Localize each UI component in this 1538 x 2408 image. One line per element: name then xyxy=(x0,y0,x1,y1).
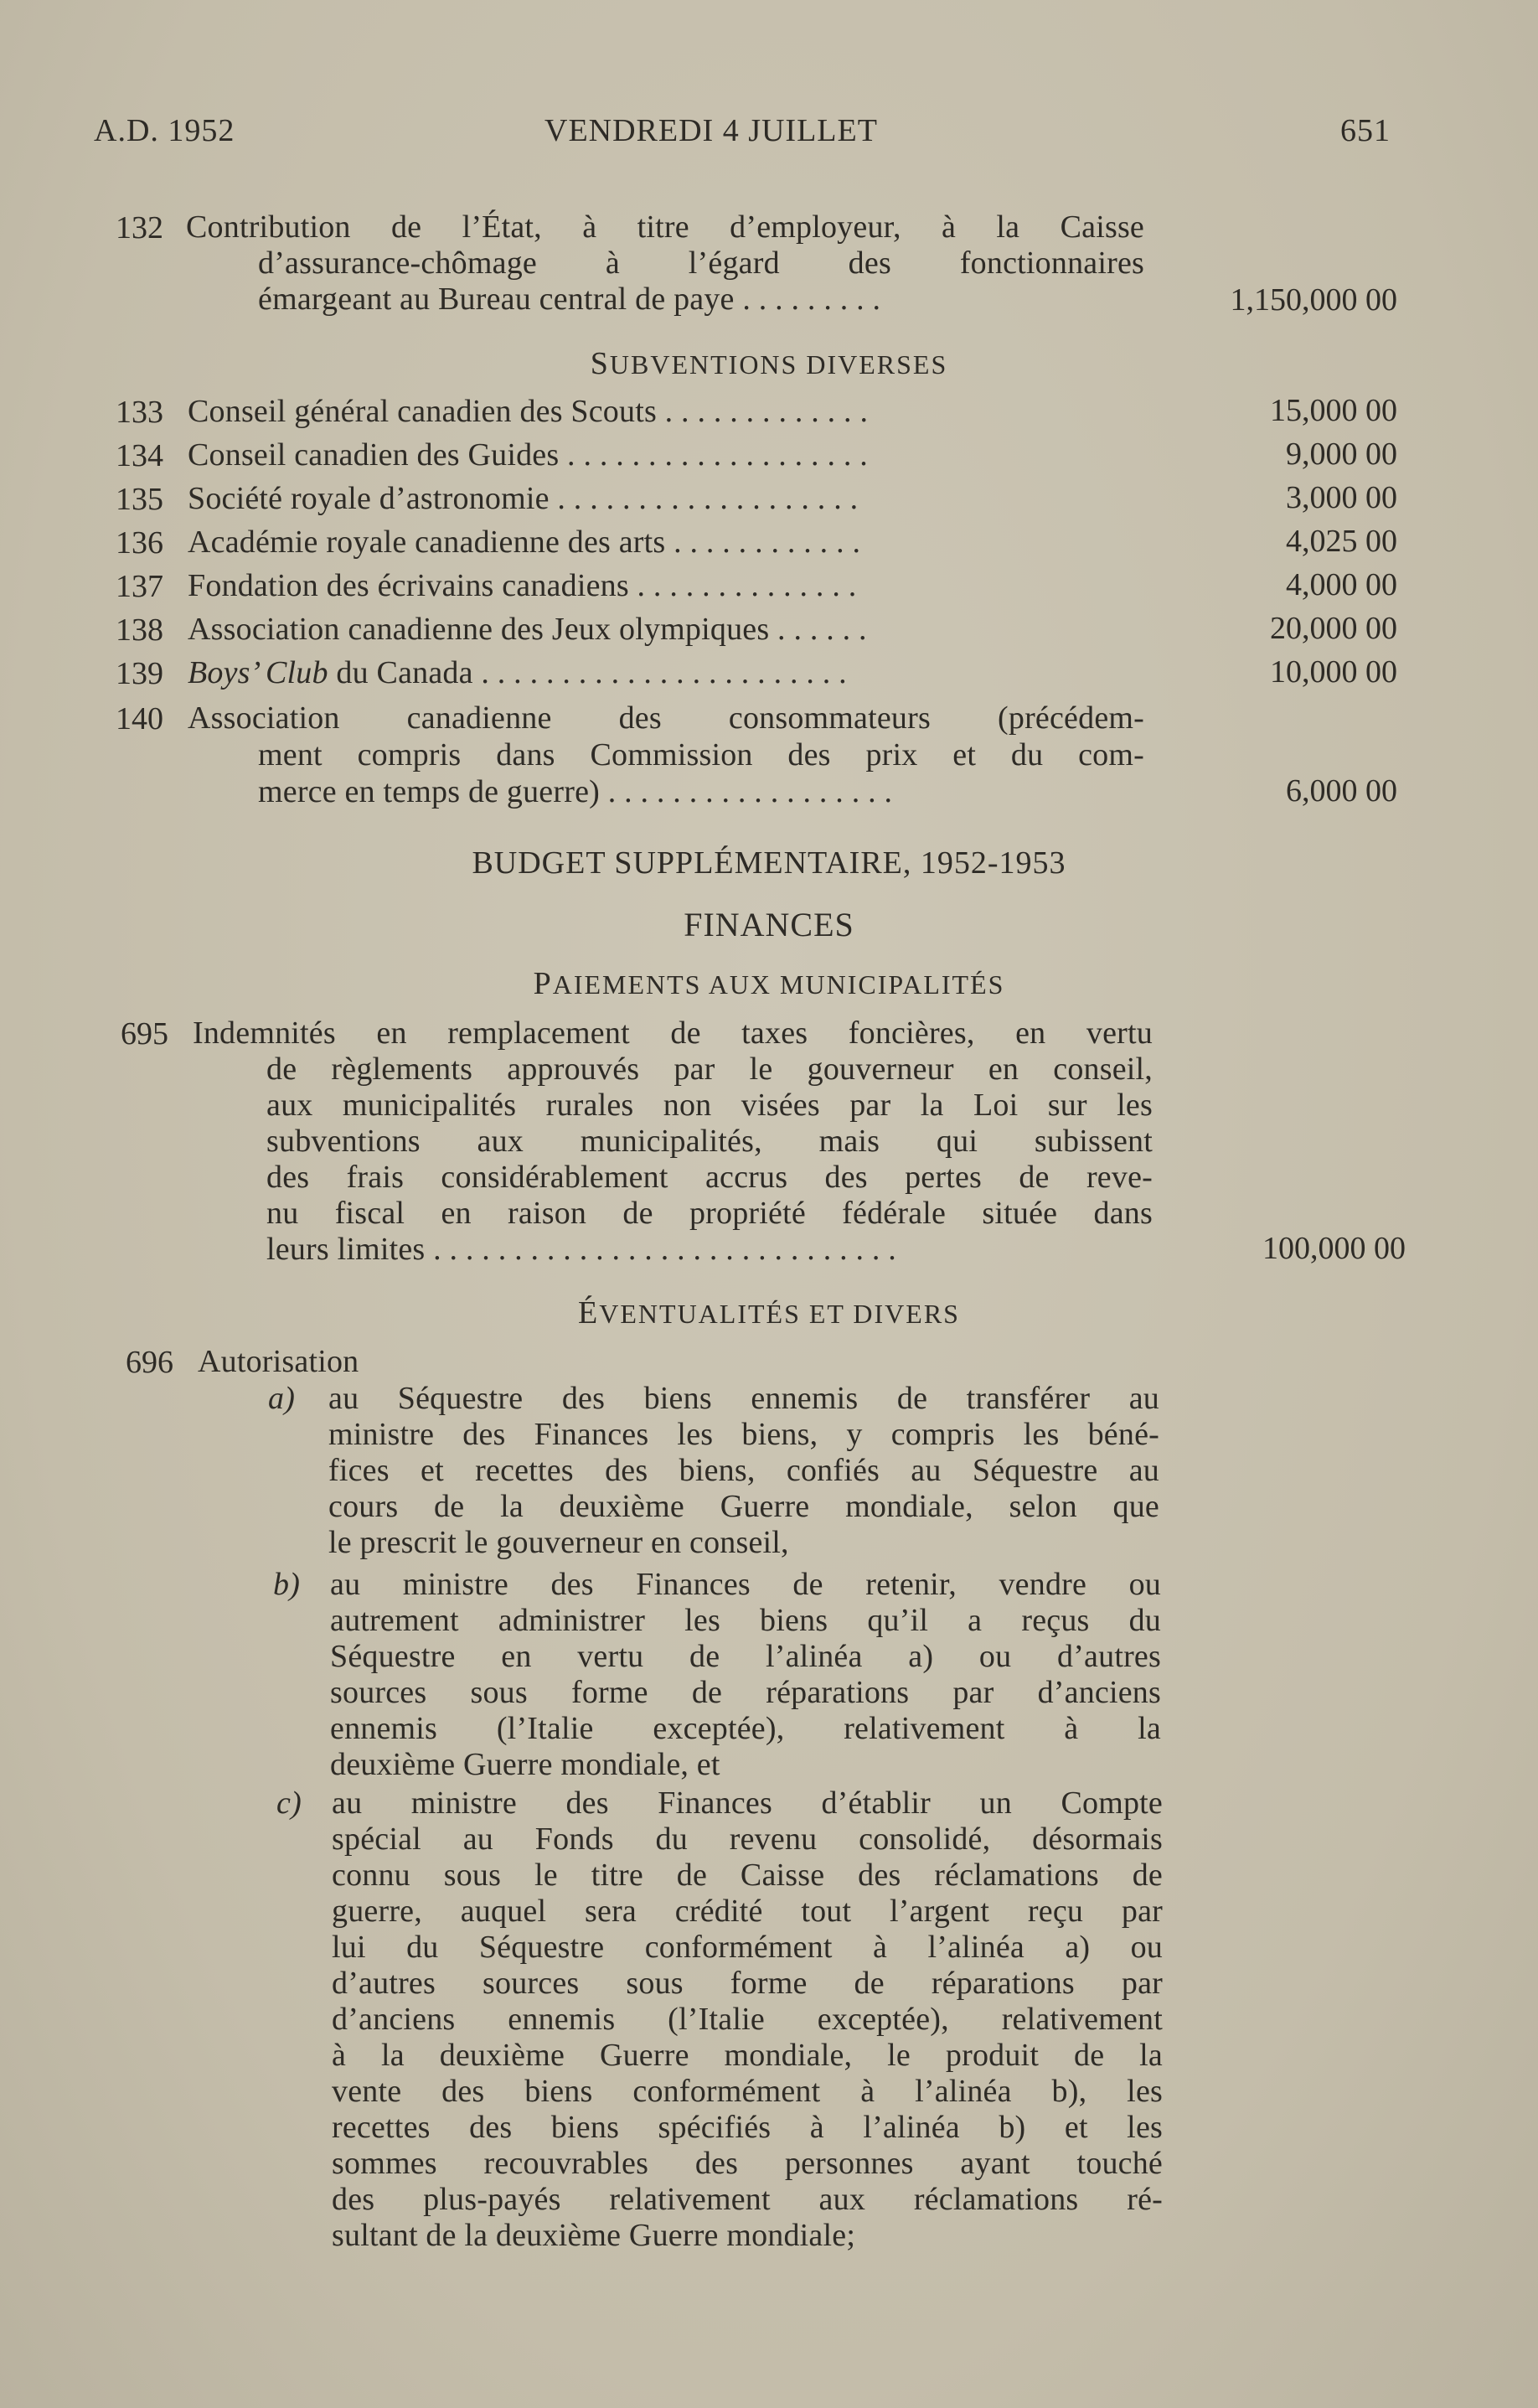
finances-title: FINANCES xyxy=(684,906,854,943)
item-number: 696 xyxy=(126,1345,173,1380)
item-number: 139 xyxy=(116,656,163,691)
subitem-text-line: des plus-payés relativement aux réclamations ré- xyxy=(332,2182,1163,2217)
subitem-text-line: d’anciens ennemis (l’Italie exceptée), relativement xyxy=(332,2002,1163,2037)
subitem-text-line: au ministre des Finances d’établir un Compte xyxy=(332,1785,1163,1821)
item-intro: Autorisation xyxy=(198,1344,359,1379)
item-text: Conseil canadien des Guides . . . . . . . . . . . . . . . . . . . xyxy=(188,437,868,473)
item-text-line: subventions aux municipalités, mais qui subissent xyxy=(266,1124,1153,1159)
subitem-text-line: d’autres sources sous forme de réparations par xyxy=(332,1966,1163,2001)
section-heading-subventions: SUBVENTIONS DIVERSES xyxy=(590,346,948,381)
item-text-line: aux municipalités rurales non visées par la Loi sur les xyxy=(266,1088,1153,1123)
item-text-line: leurs limites . . . . . . . . . . . . . . . . . . . . . . . . . . . . . xyxy=(266,1232,897,1267)
item-text-line: émargeant au Bureau central de paye . . . . . . . . . xyxy=(258,282,881,317)
subitem-text-line: fices et recettes des biens, confiés au Séquestre au xyxy=(328,1453,1159,1488)
item-amount: 1,150,000 00 xyxy=(1230,282,1397,318)
subitem-text-line: sommes recouvrables des personnes ayant touché xyxy=(332,2146,1163,2181)
item-number: 135 xyxy=(116,482,163,517)
item-text-line: Contribution de l’État, à titre d’employeur, à la Caisse xyxy=(186,209,1144,245)
item-number: 140 xyxy=(116,701,163,736)
item-text-line: merce en temps de guerre) . . . . . . . . . . . . . . . . . . xyxy=(258,774,893,809)
subitem-label: a) xyxy=(268,1381,296,1416)
subitem-text-line: sources sous forme de réparations par d’anciens xyxy=(330,1675,1161,1710)
item-number: 133 xyxy=(116,395,163,430)
subitem-text-line: au ministre des Finances de retenir, vendre ou xyxy=(330,1567,1161,1602)
subitem-text-line: ministre des Finances les biens, y compris les béné- xyxy=(328,1417,1159,1452)
item-amount: 6,000 00 xyxy=(1286,773,1397,809)
item-text-line: Association canadienne des consommateurs (précédem- xyxy=(188,700,1144,736)
section-heading-paiements: PAIEMENTS AUX MUNICIPALITÉS xyxy=(533,966,1005,1001)
item-text-line: des frais considérablement accrus des pertes de reve- xyxy=(266,1160,1153,1195)
subitem-text-line: deuxième Guerre mondiale, et xyxy=(330,1747,720,1782)
item-text-line: de règlements approuvés par le gouverneur en conseil, xyxy=(266,1052,1153,1087)
item-number: 134 xyxy=(116,438,163,473)
subitem-text-line: sultant de la deuxième Guerre mondiale; xyxy=(332,2218,856,2253)
item-text: Association canadienne des Jeux olympiques . . . . . . xyxy=(188,612,867,647)
item-number: 136 xyxy=(116,525,163,561)
subitem-label: b) xyxy=(273,1567,301,1602)
item-amount: 20,000 00 xyxy=(1270,611,1397,646)
item-number: 132 xyxy=(116,210,163,245)
item-text: Conseil général canadien des Scouts . . . . . . . . . . . . . xyxy=(188,394,869,429)
item-amount: 3,000 00 xyxy=(1286,480,1397,515)
subitem-text-line: spécial au Fonds du revenu consolidé, désormais xyxy=(332,1822,1163,1857)
item-number: 137 xyxy=(116,569,163,604)
item-text-line: Indemnités en remplacement de taxes foncières, en vertu xyxy=(193,1015,1153,1051)
item-text: Boys’ Club du Canada . . . . . . . . . . . . . . . . . . . . . . . xyxy=(188,655,847,690)
subitem-text-line: cours de la deuxième Guerre mondiale, selon que xyxy=(328,1489,1159,1524)
item-amount: 4,025 00 xyxy=(1286,524,1397,559)
budget-title: BUDGET SUPPLÉMENTAIRE, 1952-1953 xyxy=(472,845,1066,881)
section-heading-eventualites: ÉVENTUALITÉS ET DIVERS xyxy=(578,1295,960,1331)
subitem-text-line: à la deuxième Guerre mondiale, le produit de la xyxy=(332,2038,1163,2073)
subitem-text-line: vente des biens conformément à l’alinéa b), les xyxy=(332,2074,1163,2109)
header-date: VENDREDI 4 JUILLET xyxy=(544,113,878,148)
subitem-text-line: lui du Séquestre conformément à l’alinéa a) ou xyxy=(332,1930,1163,1965)
subitem-text-line: au Séquestre des biens ennemis de transférer au xyxy=(328,1381,1159,1416)
item-number: 138 xyxy=(116,612,163,648)
item-text-line: ment compris dans Commission des prix et du com- xyxy=(258,737,1144,773)
item-text: Fondation des écrivains canadiens . . . . . . . . . . . . . . xyxy=(188,568,857,603)
subitem-text-line: le prescrit le gouverneur en conseil, xyxy=(328,1525,789,1560)
page-number: 651 xyxy=(1340,113,1391,148)
item-amount: 10,000 00 xyxy=(1270,654,1397,690)
item-amount: 4,000 00 xyxy=(1286,567,1397,602)
subitem-text-line: ennemis (l’Italie exceptée), relativement à la xyxy=(330,1711,1161,1746)
subitem-text-line: recettes des biens spécifiés à l’alinéa b) et les xyxy=(332,2110,1163,2145)
subitem-text-line: Séquestre en vertu de l’alinéa a) ou d’autres xyxy=(330,1639,1161,1674)
item-text-line: d’assurance-chômage à l’égard des fonctionnaires xyxy=(258,245,1144,281)
item-amount: 15,000 00 xyxy=(1270,393,1397,428)
subitem-text-line: guerre, auquel sera crédité tout l’argent reçu par xyxy=(332,1894,1163,1929)
item-number: 695 xyxy=(121,1016,168,1052)
subitem-text-line: autrement administrer les biens qu’il a reçus du xyxy=(330,1603,1161,1638)
header-year: A.D. 1952 xyxy=(94,113,235,148)
subitem-text-line: connu sous le titre de Caisse des réclamations de xyxy=(332,1858,1163,1893)
subitem-label: c) xyxy=(276,1785,302,1821)
item-text-line: nu fiscal en raison de propriété fédérale située dans xyxy=(266,1196,1153,1231)
item-amount: 100,000 00 xyxy=(1262,1231,1406,1266)
item-text: Académie royale canadienne des arts . . . . . . . . . . . . xyxy=(188,524,861,560)
item-amount: 9,000 00 xyxy=(1286,437,1397,472)
item-text: Société royale d’astronomie . . . . . . . . . . . . . . . . . . . xyxy=(188,481,859,516)
